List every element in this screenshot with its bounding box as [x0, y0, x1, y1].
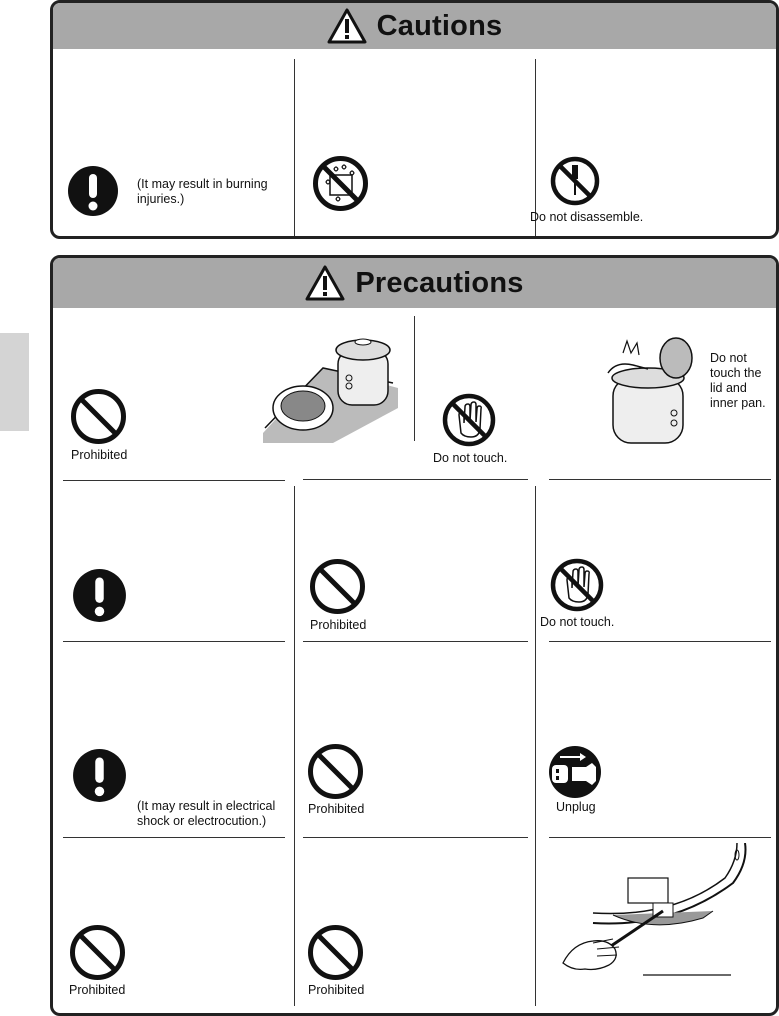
row3-cell1-caption: (It may result in electrical shock or electrocution.) [137, 799, 276, 828]
row3-top-line-2 [303, 641, 528, 642]
row3-cell3-caption: Unplug [556, 800, 596, 814]
row3-cell2-caption: Prohibited [308, 802, 365, 816]
unplug-icon [548, 745, 602, 799]
cautions-title: Cautions [376, 9, 503, 42]
cautions-panel [50, 0, 779, 239]
row4-top-line-2 [303, 837, 528, 838]
row2-top-line-1 [63, 480, 285, 481]
warning-triangle-icon [327, 8, 367, 44]
cautions-divider-1 [294, 59, 295, 236]
row3-top-line-1 [63, 641, 285, 642]
row1-divider [414, 316, 415, 441]
row2-cell3-caption: Do not touch. [540, 615, 615, 629]
cautions-col3-caption: Do not disassemble. [530, 210, 644, 224]
exclamation-icon [67, 165, 119, 217]
row4-top-line-1 [63, 837, 285, 838]
no-touch-icon [442, 393, 496, 447]
no-screwdriver-icon [550, 155, 600, 207]
cautions-col1-caption: (It may result in burning injuries.) [137, 177, 268, 206]
exclamation-icon [72, 568, 127, 623]
cell2-caption: Do not touch. [433, 451, 508, 465]
prohibited-icon [307, 743, 364, 800]
row4-cell1-caption: Prohibited [69, 983, 126, 997]
no-touch-icon [550, 558, 604, 612]
row3-top-line-3 [549, 641, 771, 642]
prohibited-icon [69, 924, 126, 981]
rice-cooker-stove-illustration [263, 328, 398, 443]
cell1-caption: Prohibited [71, 448, 128, 462]
row2-cell2-caption: Prohibited [310, 618, 367, 632]
cleaning-tool-illustration [553, 843, 773, 1003]
precautions-panel [50, 255, 779, 1016]
prohibited-icon [307, 924, 364, 981]
prohibited-icon [309, 558, 366, 615]
row2-top-line-3 [549, 479, 771, 480]
row4-top-line-3 [549, 837, 771, 838]
prohibited-icon [70, 388, 127, 445]
row4-cell2-caption: Prohibited [308, 983, 365, 997]
cautions-header [53, 3, 776, 49]
precautions-header [53, 258, 776, 308]
precautions-title: Precautions [355, 266, 524, 299]
no-wet-icon [312, 155, 369, 212]
steam-cooker-illustration [598, 333, 698, 453]
row2-top-line-2 [303, 479, 528, 480]
grid-divider-1 [294, 486, 295, 1006]
cell2-note: Do not touch the lid and inner pan. [710, 351, 766, 410]
side-tab [0, 333, 29, 431]
warning-triangle-icon [305, 265, 345, 301]
grid-divider-2 [535, 486, 536, 1006]
exclamation-icon [72, 748, 127, 803]
